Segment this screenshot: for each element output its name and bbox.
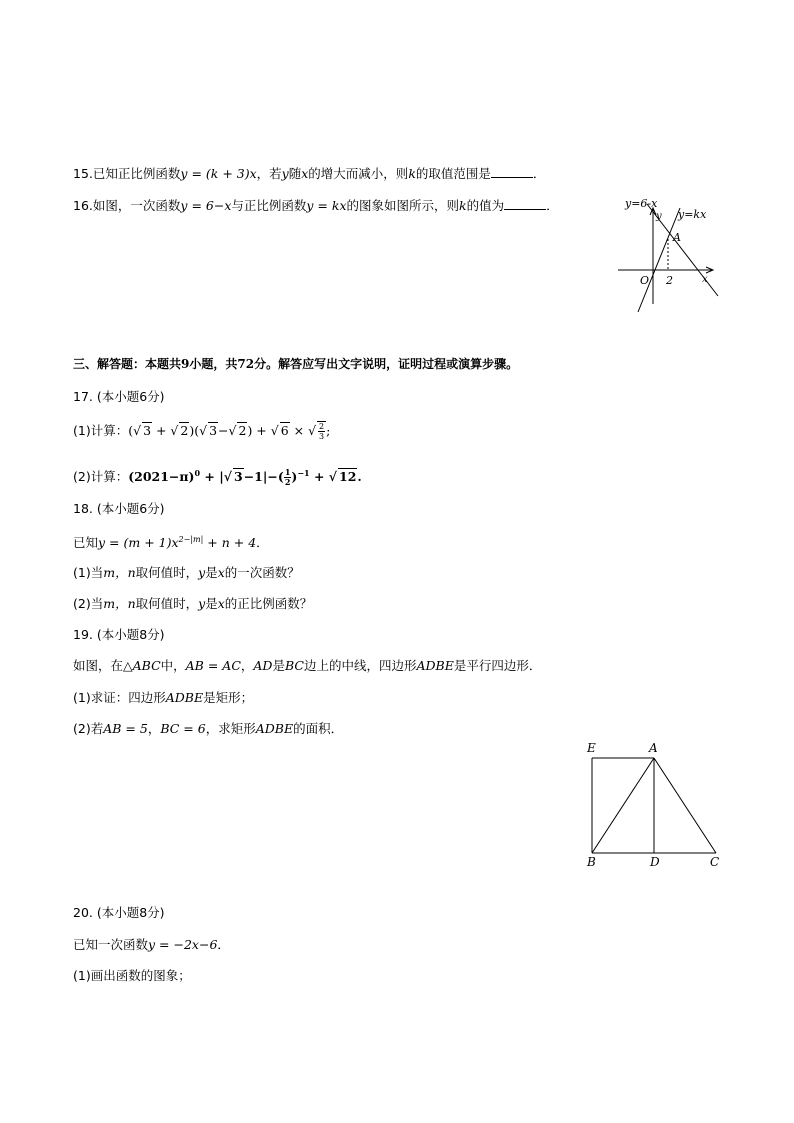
vertex-a-label: A <box>649 741 658 755</box>
tick-label-2: 2 <box>666 274 673 287</box>
origin-label: O <box>640 274 650 287</box>
x-axis-label: x <box>702 274 708 285</box>
graph-q16 <box>605 192 730 317</box>
segment-ab <box>592 758 654 853</box>
segment-ac <box>654 758 716 853</box>
question-17-part-2: (2)计算：$(2021-\pi)^0$ + |√ 3−1|−( $\frac{1}{2}$ )$^{-1}$ + √ 12. <box>73 467 362 488</box>
label-y-6-minus-x: y=6-x <box>625 197 658 210</box>
expression: $(2021-\pi)^0$ + |√ 3−1|−( $\frac{1}{2}$ )$^{-1}$ + √ 12. <box>128 467 362 488</box>
question-17-header: 17. (本小题6分) <box>73 389 165 404</box>
expression: (√ 3 + √ 2)(√ 3−√ 2) + √ 6 × √ $\frac{2}{3}$ ; <box>128 422 331 441</box>
vertex-e-label: E <box>587 741 596 755</box>
y-axis-label: y <box>656 211 662 222</box>
answer-blank[interactable] <box>491 165 533 178</box>
question-18-part-1: (1)当m，n取何值时，y是x的一次函数？ <box>73 565 300 580</box>
question-19-header: 19. (本小题8分) <box>73 627 165 642</box>
equation: y = (k + 3)x <box>180 166 257 181</box>
question-18-given: 已知$y = (m + 1)x^{2-|m|} + n + 4$． <box>73 535 269 551</box>
question-18-part-2: (2)当m，n取何值时，y是x的正比例函数？ <box>73 596 313 611</box>
question-16: 16.如图，一次函数y = 6−x与正比例函数y = kx的图象如图所示，则k的值为 ． <box>73 198 559 213</box>
question-18-header: 18. (本小题6分) <box>73 501 165 516</box>
point-a-label: A <box>673 231 681 244</box>
question-17-part-1: (1)计算：(√ 3 + √ 2)(√ 3−√ 2) + √ 6 × √ $\frac{2}{3}$ ; <box>73 422 331 441</box>
label-y-kx: y=kx <box>678 208 707 221</box>
line-y-kx <box>638 208 680 312</box>
question-19-part-1: (1)求证：四边形ADBE是矩形； <box>73 690 254 705</box>
question-19-part-2: (2)若AB = 5，BC = 6，求矩形ADBE的面积． <box>73 721 344 736</box>
question-15: 15.已知正比例函数y = (k + 3)x，若y随x的增大而减小，则k的取值范围是 ． <box>73 166 546 181</box>
answer-blank[interactable] <box>504 197 546 210</box>
section-heading: 三、解答题：本题共9小题，共72分。解答应写出文字说明，证明过程或演算步骤。 <box>73 357 519 371</box>
question-20-part-1: (1)画出函数的图象； <box>73 968 191 983</box>
vertex-c-label: C <box>710 855 720 869</box>
figure-q19 <box>580 738 725 873</box>
question-20-header: 20. (本小题8分) <box>73 905 165 920</box>
vertex-d-label: D <box>650 855 660 869</box>
vertex-b-label: B <box>587 855 596 869</box>
question-20-given: 已知一次函数y = −2x−6． <box>73 937 230 952</box>
question-19-given: 如图，在△ABC中，AB = AC，AD是BC边上的中线，四边形ADBE是平行四边形． <box>73 658 542 673</box>
